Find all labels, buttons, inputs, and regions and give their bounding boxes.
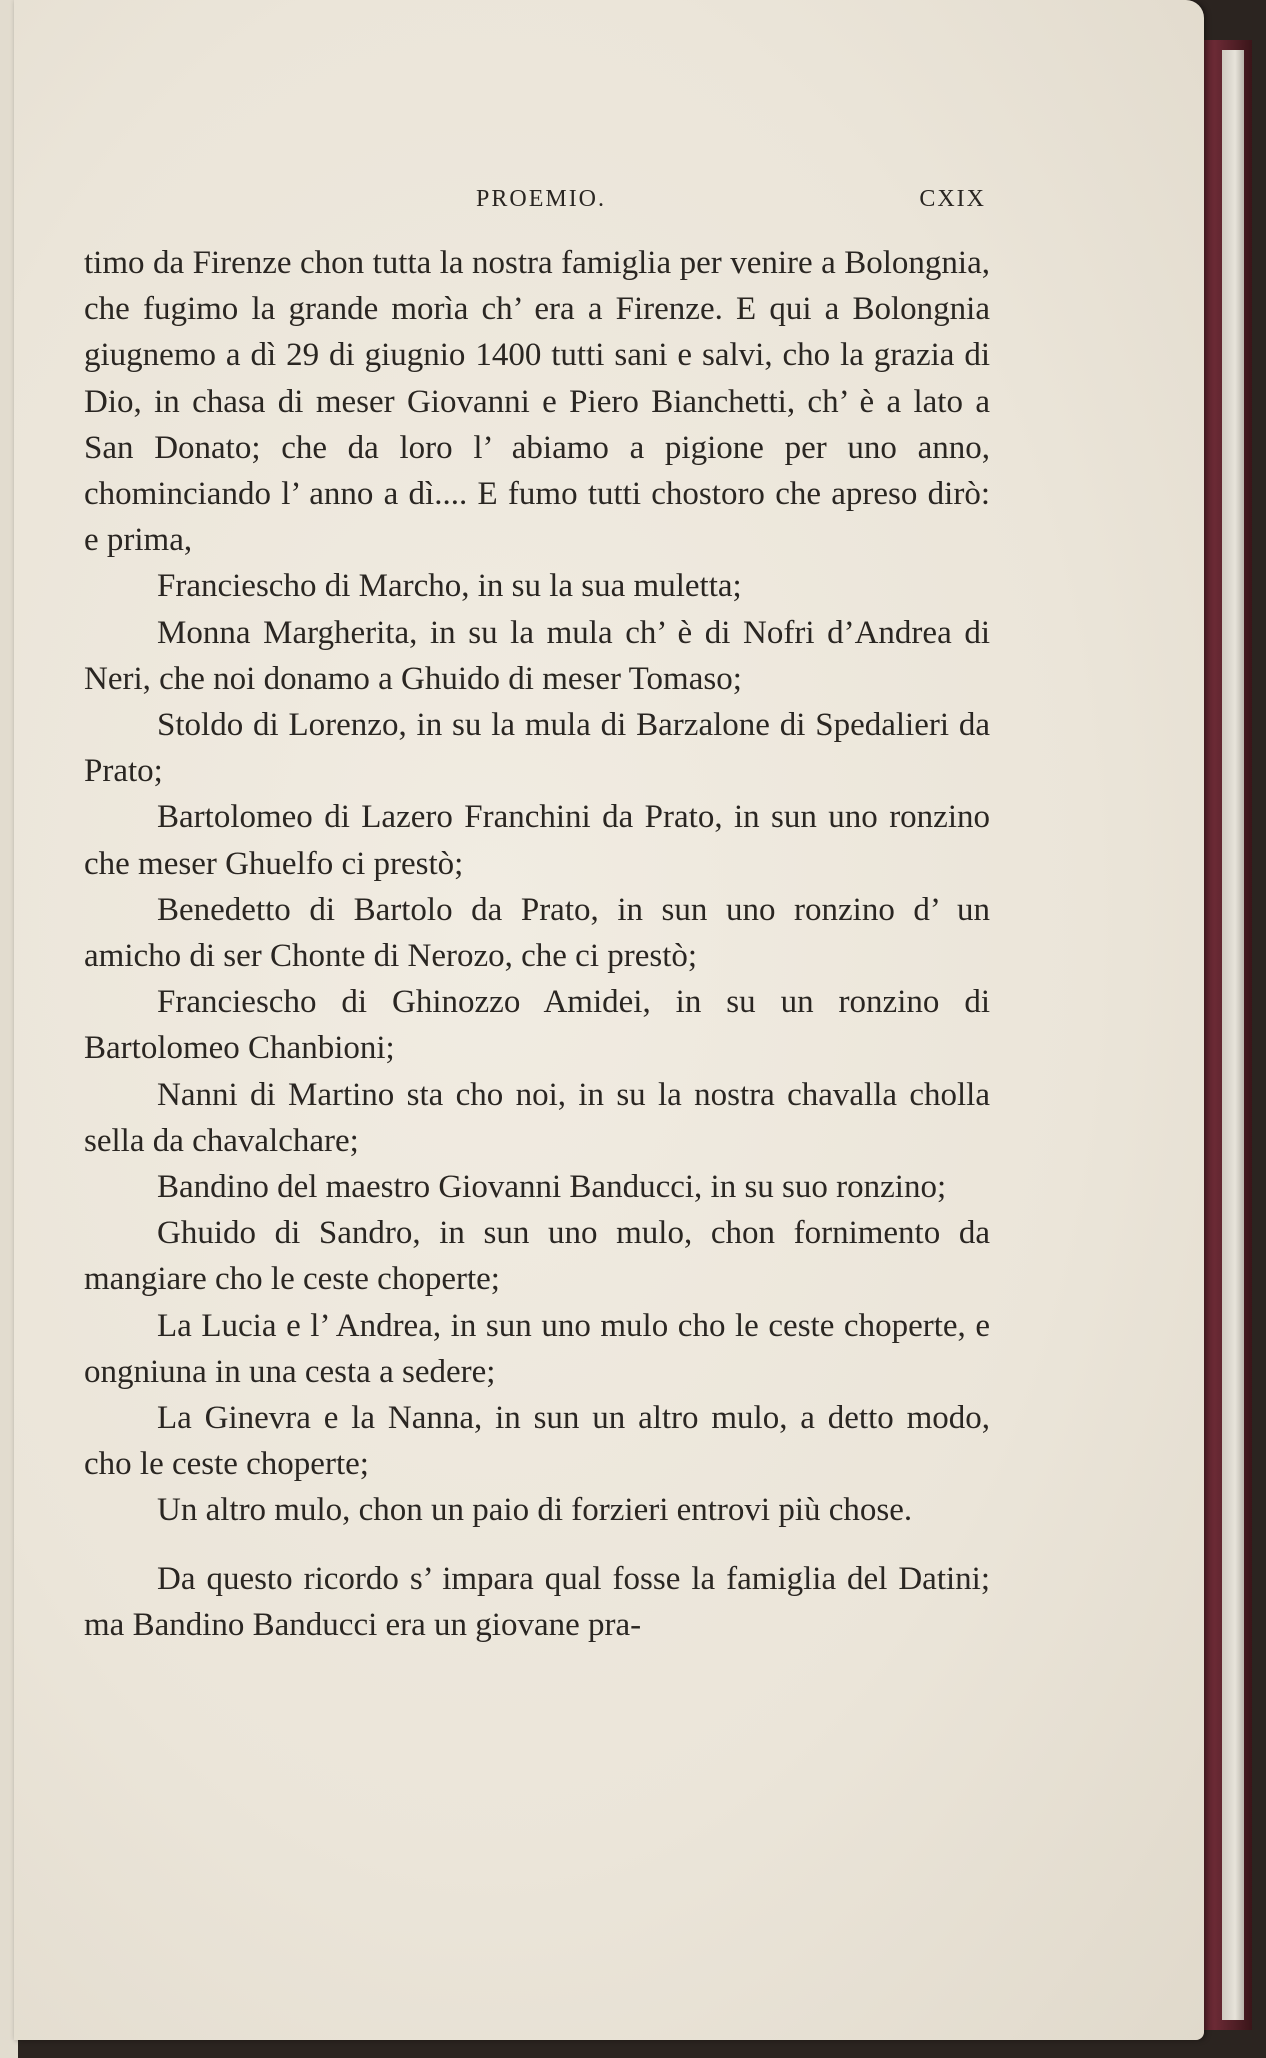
page-header [80, 186, 986, 222]
page-number: CXIX [919, 186, 986, 212]
opening-paragraph: timo da Firenze chon tutta la nostra famiglia per venire a Bolongnia, che fugimo la grande morìa ch’ era a Firenze. E qui a Bolongnia giugnemo a dì 29 di giugnio 1400 tutti sani e salvi, cho la grazia di Dio, in chasa di meser Giovanni e Piero Bianchetti, ch’ è a lato a San Donato; che da loro l’ abiamo a pigione per uno anno, chominciando l’ anno a dì.... E fumo tutti chostoro che apreso dirò: e prima, [84, 245, 990, 559]
list-item: Bartolomeo di Lazero Franchini da Prato, in sun uno ronzino che meser Ghuelfo ci prestò; [84, 799, 990, 882]
list-item: Bandino del maestro Giovanni Banducci, in su suo ronzino; [157, 1169, 947, 1206]
list-item: Franciescho di Marcho, in su la sua muletta; [157, 568, 742, 605]
list-item: Un altro mulo, chon un paio di forzieri entrovi più chose. [157, 1492, 913, 1529]
list-item: Stoldo di Lorenzo, in su la mula di Barzalone di Spedalieri da Prato; [84, 707, 990, 790]
closing-paragraph: Da questo ricordo s’ impara qual fosse la famiglia del Datini; ma Bandino Banducci era un giovane pra- [84, 1560, 990, 1643]
page-stack-edge [1222, 50, 1244, 2020]
body-text [84, 240, 990, 1648]
list-item: Benedetto di Bartolo da Prato, in sun uno ronzino d’ un amicho di ser Chonte di Nerozo, che ci prestò; [84, 891, 990, 975]
list-item: Ghuido di Sandro, in sun uno mulo, chon fornimento da mangiare cho le ceste choperte; [84, 1215, 990, 1298]
running-title: PROEMIO. [476, 186, 607, 212]
book-page [14, 0, 1204, 2040]
list-item: Franciescho di Ghinozzo Amidei, in su un ronzino di Bartolomeo Chanbioni; [84, 984, 990, 1067]
list-item: La Lucia e l’ Andrea, in sun uno mulo cho le ceste choperte, e ongniuna in una cesta a sedere; [84, 1307, 990, 1390]
list-item: La Ginevra e la Nanna, in sun un altro mulo, a detto modo, cho le ceste choperte; [84, 1400, 990, 1483]
list-item: Monna Margherita, in su la mula ch’ è di Nofri d’Andrea di Neri, che noi donamo a Ghuido di meser Tomaso; [84, 614, 990, 697]
list-item: Nanni di Martino sta cho noi, in su la nostra chavalla cholla sella da chavalchare; [84, 1076, 990, 1159]
